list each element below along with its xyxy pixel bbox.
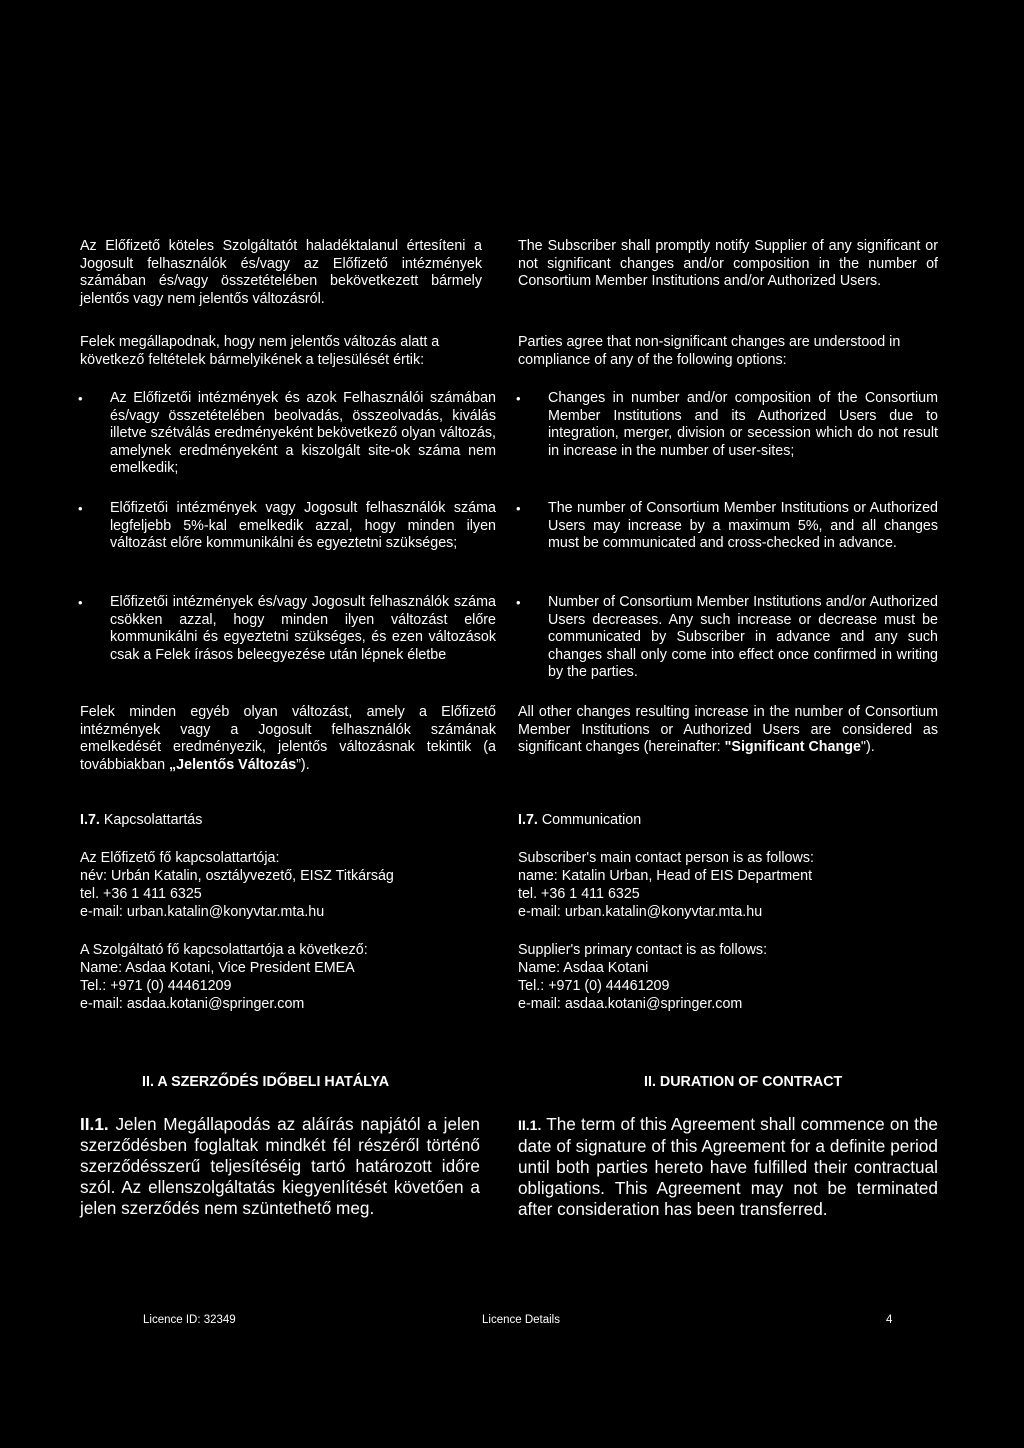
left-p3-end: ”). <box>296 756 310 773</box>
right-bullet-2 <box>518 500 938 553</box>
left-p3-start: Felek minden egyéb olyan változást, amely a Előfizető intézmények vagy a Jogosult felhasználók számának emelkedését eredményezik, jelentős változásnak tekintik (a továbbiakban <box>80 704 496 773</box>
left-contact2-line-4: e-mail: asdaa.kotani@springer.com <box>80 996 305 1012</box>
left-bullet-3 <box>80 594 496 664</box>
right-clause-number: II.1. <box>518 1117 542 1133</box>
right-bullet-1 <box>518 390 938 460</box>
right-p3-term: "Significant Change <box>724 739 861 755</box>
right-contact2-line-2: Name: Asdaa Kotani <box>518 960 649 976</box>
left-contact2-line-1: A Szolgáltató fő kapcsolattartója a következő: <box>80 942 368 958</box>
right-bullet-3 <box>518 594 938 682</box>
left-bullet-3-text: Előfizetői intézmények és/vagy Jogosult felhasználók száma csökken azzal, hogy minden ilyen változást előre kommunikálni és egyeztetni szükséges, és ezen változások csak a Felek írásos beleegyezése után lépnek életbe <box>110 594 496 663</box>
right-p3-end: "). <box>860 739 875 755</box>
footer-licence-id: Licence ID: 32349 <box>143 1314 236 1326</box>
right-paragraph-2: Parties agree that non-significant changes are understood in compliance of any of the following options: <box>518 334 901 368</box>
right-contact2-line-4: e-mail: asdaa.kotani@springer.com <box>518 996 743 1012</box>
left-paragraph-1: Az Előfizető köteles Szolgáltatót haladéktalanul értesíteni a Jogosult felhasználók és/vagy az Előfizető intézmények számában és/vagy összetételében bekövetkezett bármely jelentős vagy nem jelentős változásról. <box>80 238 482 307</box>
bullet-dot-icon: • <box>516 595 521 610</box>
left-chapter-heading: II. A SZERZŐDÉS IDŐBELI HATÁLYA <box>142 1074 390 1090</box>
left-contact1-line-4: e-mail: urban.katalin@konyvtar.mta.hu <box>80 904 325 920</box>
bullet-dot-icon: • <box>78 501 83 516</box>
left-section-number: I.7. <box>80 812 100 828</box>
left-bullet-1-text: Az Előfizetői intézmények és azok Felhasználói számában és/vagy összetételében beolvadás, összeolvadás, kiválás illetve szétválás eredményeként bekövetkező olyan változás, amelynek eredményeként a kiszolgált site-ok száma nem emelkedik; <box>110 390 496 476</box>
right-clause-ii1 <box>518 1114 938 1220</box>
bullet-dot-icon: • <box>516 391 521 406</box>
right-contact2-line-3: Tel.: +971 (0) 44461209 <box>518 978 670 994</box>
left-bullet-2 <box>80 500 496 553</box>
right-contact1-line-3: tel. +36 1 411 6325 <box>518 886 640 902</box>
left-bullet-2-text: Előfizetői intézmények vagy Jogosult felhasználók száma legfeljebb 5%-kal emelkedik azzal, hogy minden ilyen változást előre kommunikálni és egyeztetni szükséges; <box>110 500 496 551</box>
footer-page-number: 4 <box>886 1314 893 1326</box>
right-contact2-line-1: Supplier's primary contact is as follows: <box>518 942 768 958</box>
left-contact1-line-3: tel. +36 1 411 6325 <box>80 886 202 902</box>
right-bullet-2-text: The number of Consortium Member Institutions or Authorized Users may increase by a maximum 5%, and all changes must be communicated and cross-checked in advance. <box>548 500 938 551</box>
right-section-title: Communication <box>541 812 642 828</box>
right-bullet-3-text: Number of Consortium Member Institutions and/or Authorized Users decreases. Any such increase or decrease must be communicated by Subscriber in advance and any such changes shall only come into effect once confirmed in writing by the parties. <box>548 594 938 680</box>
left-paragraph-2: Felek megállapodnak, hogy nem jelentős változás alatt a következő feltételek bármelyikének a teljesülését értik: <box>80 334 440 368</box>
left-clause-ii1 <box>80 1114 480 1219</box>
right-chapter-heading: II. DURATION OF CONTRACT <box>644 1074 843 1090</box>
right-section-number: I.7. <box>518 812 538 828</box>
right-contact1-line-4: e-mail: urban.katalin@konyvtar.mta.hu <box>518 904 763 920</box>
left-p3-term: „Jelentős Változás <box>169 756 297 773</box>
right-clause-text: The term of this Agreement shall commence on the date of signature of this Agreement for a definite period until both parties hereto have fulfilled their contractual obligations. This Agreement may not be terminated after consideration has been transferred. <box>518 1114 938 1219</box>
bullet-dot-icon: • <box>78 391 83 406</box>
bullet-dot-icon: • <box>78 595 83 610</box>
footer-licence-details: Licence Details <box>482 1314 560 1326</box>
right-p3-start: All other changes resulting increase in the number of Consortium Member Institutions or Authorized Users are considered as significant changes (hereinafter: <box>518 704 938 755</box>
left-contact1-line-2: név: Urbán Katalin, osztályvezető, EISZ Titkárság <box>80 868 394 884</box>
left-clause-text: Jelen Megállapodás az aláírás napjától a jelen szerződésben foglaltak mindkét fél részéről történő szerződésszerű teljesítéséig tartó határozott időre szól. Az ellenszolgáltatás kiegyenlítését követően a jelen szerződés nem szüntethető meg. <box>80 1114 480 1218</box>
left-section-title: Kapcsolattartás <box>103 812 203 828</box>
right-bullet-1-text: Changes in number and/or composition of the Consortium Member Institutions and its Authorized Users due to integration, merger, division or secession which do not result in increase in the number of user-sites; <box>548 390 938 459</box>
left-section-heading <box>80 812 202 830</box>
right-section-heading <box>518 812 641 830</box>
right-paragraph-1: The Subscriber shall promptly notify Supplier of any significant or not significant changes and/or composition in the number of Consortium Member Institutions and/or Authorized Users. <box>518 238 938 289</box>
right-contact1-line-2: name: Katalin Urban, Head of EIS Department <box>518 868 813 884</box>
left-paragraph-3 <box>80 704 496 774</box>
left-clause-number: II.1. <box>80 1114 109 1134</box>
right-contact1-line-1: Subscriber's main contact person is as follows: <box>518 850 814 866</box>
left-bullet-1 <box>80 390 496 478</box>
left-contact2-line-3: Tel.: +971 (0) 44461209 <box>80 978 232 994</box>
right-paragraph-3 <box>518 704 938 757</box>
left-contact1-line-1: Az Előfizető fő kapcsolattartója: <box>80 850 280 866</box>
left-contact2-line-2: Name: Asdaa Kotani, Vice President EMEA <box>80 960 355 976</box>
bullet-dot-icon: • <box>516 501 521 516</box>
